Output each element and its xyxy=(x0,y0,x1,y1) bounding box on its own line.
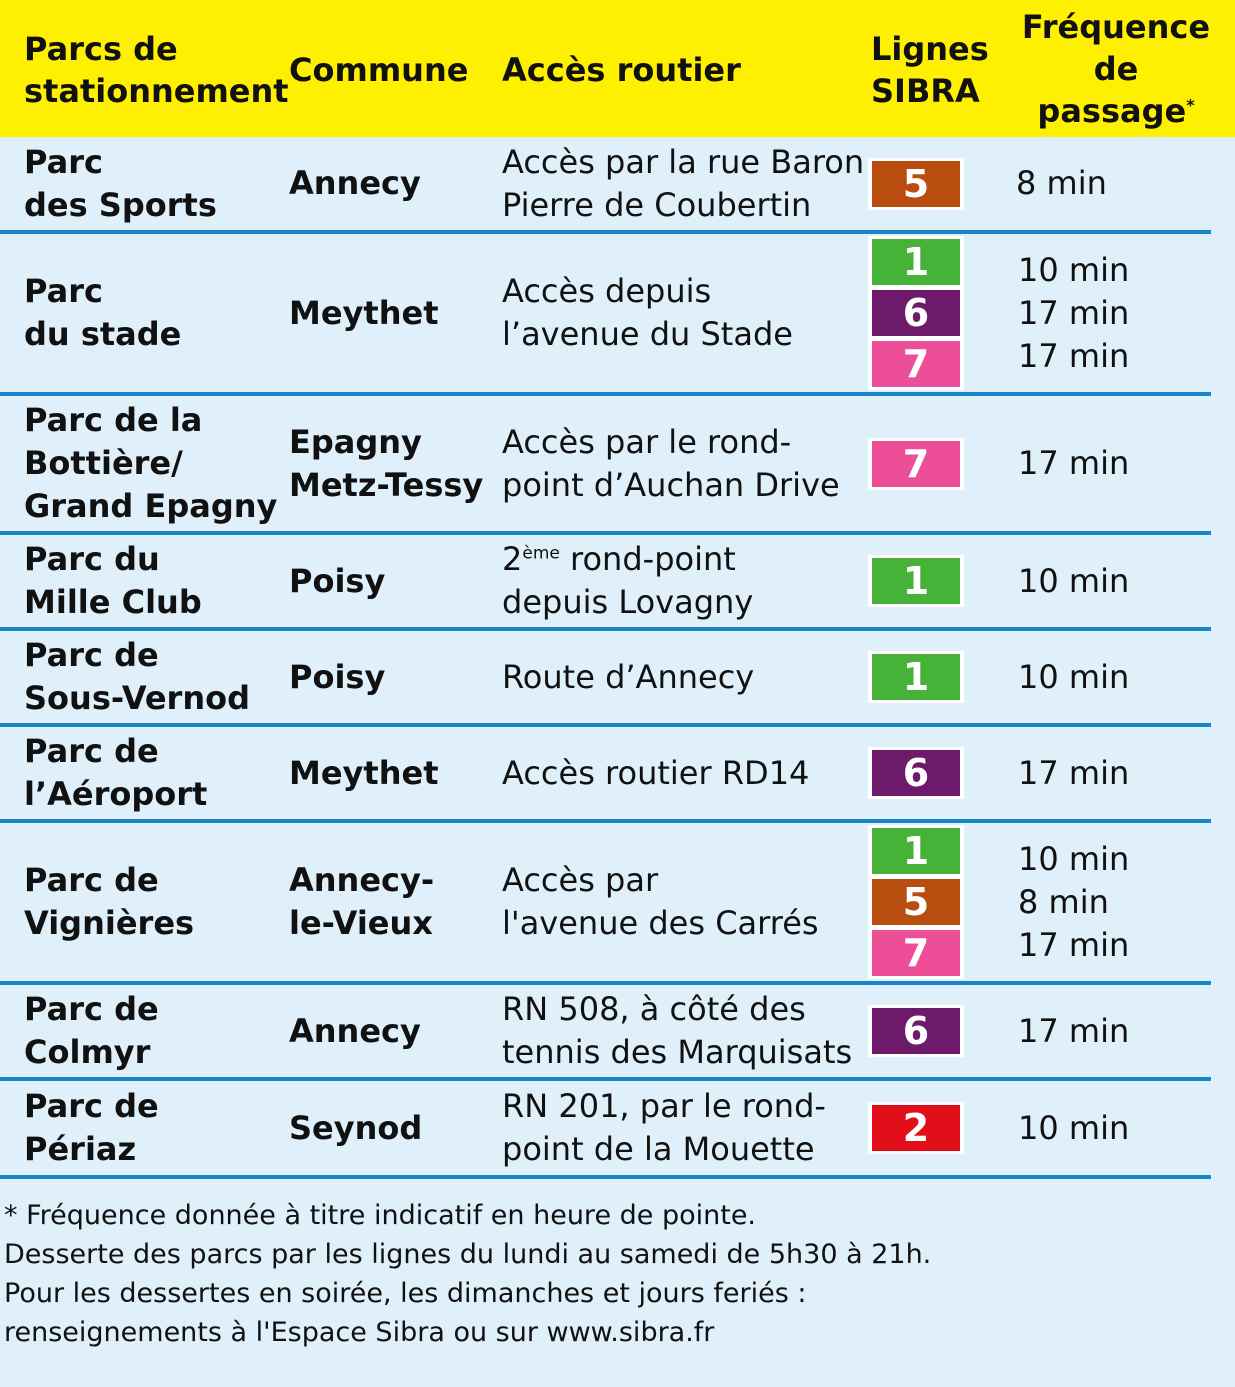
cell-line: Meythet xyxy=(289,754,439,792)
table-row xyxy=(0,396,1211,535)
footnote-line: renseignements à l'Espace Sibra ou sur www.sibra.fr xyxy=(4,1317,715,1348)
ligne-1-badge: 1 xyxy=(872,654,960,700)
cell-line: depuis Lovagny xyxy=(502,583,754,621)
table-row xyxy=(0,137,1211,234)
table-row xyxy=(0,823,1211,985)
parc-name xyxy=(24,399,277,528)
cell-line: Metz-Tessy xyxy=(289,466,484,504)
cell-line: Seynod xyxy=(289,1109,423,1147)
ligne-6-badge: 6 xyxy=(872,1008,960,1054)
parc-name xyxy=(24,634,250,720)
ligne-badges xyxy=(868,236,964,390)
frequence xyxy=(1016,162,1107,205)
ligne-badges xyxy=(868,825,964,979)
commune-name xyxy=(289,292,438,335)
header-parcs: Parcs de stationnement xyxy=(24,30,289,110)
cell-line: point de la Mouette xyxy=(502,1130,815,1168)
cell-line: l’avenue du Stade xyxy=(502,315,793,353)
cell-line: le-Vieux xyxy=(289,904,433,942)
acces-routier xyxy=(502,1085,826,1171)
table-row xyxy=(0,985,1211,1081)
cell-line: Poisy xyxy=(289,562,386,600)
commune-name xyxy=(289,162,421,205)
cell-line: Route d’Annecy xyxy=(502,658,755,696)
cell-line: 17 min xyxy=(1018,337,1130,375)
cell-line: Pierre de Coubertin xyxy=(502,186,812,224)
cell-line: Mille Club xyxy=(24,583,202,621)
cell-line xyxy=(502,538,753,581)
cell-line: l'avenue des Carrés xyxy=(502,904,819,942)
ligne-1-badge: 1 xyxy=(872,828,960,874)
cell-line: 17 min xyxy=(1018,294,1130,332)
header-lignes: Lignes SIBRA xyxy=(871,30,989,110)
parc-name xyxy=(24,1085,159,1171)
frequence xyxy=(1018,1107,1129,1150)
table-row xyxy=(0,727,1211,823)
ligne-1-badge: 1 xyxy=(872,558,960,604)
commune-name xyxy=(289,421,483,507)
parc-name xyxy=(24,270,181,356)
frequence xyxy=(1018,656,1129,699)
parc-name xyxy=(24,859,194,945)
acces-routier xyxy=(502,988,852,1074)
ligne-7-badge: 7 xyxy=(872,341,960,387)
cell-line: 17 min xyxy=(1018,754,1130,792)
ligne-6-badge: 6 xyxy=(872,750,960,796)
acces-routier xyxy=(502,752,809,795)
cell-line: Vignières xyxy=(24,904,195,942)
frequence xyxy=(1018,838,1129,967)
cell-line: Meythet xyxy=(289,294,439,332)
table-header xyxy=(0,0,1235,137)
ligne-badges xyxy=(868,651,964,703)
ligne-badges xyxy=(868,158,964,210)
cell-line: Annecy xyxy=(289,1012,421,1050)
ordinal-number: 2 xyxy=(502,540,523,578)
frequence xyxy=(1018,752,1129,795)
cell-line: Parc de xyxy=(24,732,159,770)
commune-name xyxy=(289,1010,421,1053)
ligne-badges xyxy=(868,555,964,607)
table-row xyxy=(0,535,1211,631)
table-row xyxy=(0,234,1211,396)
ligne-6-badge: 6 xyxy=(872,290,960,336)
cell-line: Parc de la xyxy=(24,401,203,439)
acces-routier xyxy=(502,270,793,356)
cell-line: Sous-Vernod xyxy=(24,679,250,717)
cell-line: 10 min xyxy=(1018,1109,1130,1147)
cell-line: Colmyr xyxy=(24,1033,151,1071)
cell-line: 8 min xyxy=(1016,164,1107,202)
footnote-line: Pour les dessertes en soirée, les dimanches et jours feriés : xyxy=(4,1278,807,1309)
cell-line: Accès par la rue Baron xyxy=(502,143,865,181)
footnote xyxy=(4,1196,1224,1352)
cell-line: Accès par le rond- xyxy=(502,423,792,461)
ligne-7-badge: 7 xyxy=(872,441,960,487)
ligne-1-badge: 1 xyxy=(872,239,960,285)
ligne-badges xyxy=(868,1005,964,1057)
cell-line: Parc xyxy=(24,143,103,181)
cell-line: Périaz xyxy=(24,1130,137,1168)
frequence xyxy=(1018,442,1129,485)
commune-name xyxy=(289,560,385,603)
cell-line: 17 min xyxy=(1018,1012,1130,1050)
ordinal-suffix: ème xyxy=(522,543,560,564)
cell-line: 10 min xyxy=(1018,562,1130,600)
ligne-badges xyxy=(868,438,964,490)
ligne-2-badge: 2 xyxy=(872,1105,960,1151)
ligne-5-badge: 5 xyxy=(872,161,960,207)
cell-line: 17 min xyxy=(1018,444,1130,482)
parc-name xyxy=(24,538,202,624)
cell-line: Accès par xyxy=(502,861,659,899)
table-row xyxy=(0,1081,1211,1179)
cell-line: l’Aéroport xyxy=(24,775,208,813)
cell-line: du stade xyxy=(24,315,182,353)
cell-line: Parc du xyxy=(24,540,160,578)
cell-line: Epagny xyxy=(289,423,422,461)
parc-name xyxy=(24,988,159,1074)
table-row xyxy=(0,631,1211,727)
commune-name xyxy=(289,752,438,795)
cell-line: tennis des Marquisats xyxy=(502,1033,853,1071)
parc-name xyxy=(24,730,207,816)
parc-name xyxy=(24,141,217,227)
footnote-line: Desserte des parcs par les lignes du lundi au samedi de 5h30 à 21h. xyxy=(4,1239,932,1270)
cell-line: RN 201, par le rond- xyxy=(502,1087,826,1125)
cell-line: Poisy xyxy=(289,658,386,696)
header-commune: Commune xyxy=(289,51,469,89)
cell-line: Parc de xyxy=(24,1087,159,1125)
frequence xyxy=(1018,249,1129,378)
cell-line: Grand Epagny xyxy=(24,487,278,525)
cell-line: Parc de xyxy=(24,861,159,899)
cell-line: 17 min xyxy=(1018,926,1130,964)
header-acces: Accès routier xyxy=(502,51,741,89)
ligne-7-badge: 7 xyxy=(872,930,960,976)
header-frequence: Fréquence de passage* xyxy=(1021,8,1211,130)
cell-line: 10 min xyxy=(1018,658,1130,696)
cell-line: Bottière/ xyxy=(24,444,183,482)
frequence xyxy=(1018,1010,1129,1053)
cell-line: 10 min xyxy=(1018,251,1130,289)
commune-name xyxy=(289,859,434,945)
ligne-badges xyxy=(868,747,964,799)
cell-line: 10 min xyxy=(1018,840,1130,878)
cell-line: Parc de xyxy=(24,990,159,1028)
cell-line: point d’Auchan Drive xyxy=(502,466,840,504)
cell-line: Accès routier RD14 xyxy=(502,754,810,792)
acces-routier xyxy=(502,859,819,945)
frequence xyxy=(1018,560,1129,603)
commune-name xyxy=(289,1107,422,1150)
cell-line: Parc de xyxy=(24,636,159,674)
ligne-5-badge: 5 xyxy=(872,879,960,925)
acces-text: rond-point xyxy=(559,540,736,578)
footnote-line: * Fréquence donnée à titre indicatif en heure de pointe. xyxy=(4,1200,757,1231)
cell-line: Parc xyxy=(24,272,103,310)
cell-line: RN 508, à côté des xyxy=(502,990,806,1028)
acces-routier xyxy=(502,656,754,699)
acces-routier xyxy=(502,538,753,624)
cell-line: Accès depuis xyxy=(502,272,712,310)
acces-routier xyxy=(502,421,840,507)
cell-line: Annecy xyxy=(289,164,421,202)
ligne-badges xyxy=(868,1102,964,1154)
cell-line: 8 min xyxy=(1018,883,1109,921)
cell-line: des Sports xyxy=(24,186,217,224)
cell-line: Annecy- xyxy=(289,861,435,899)
acces-routier xyxy=(502,141,864,227)
commune-name xyxy=(289,656,385,699)
